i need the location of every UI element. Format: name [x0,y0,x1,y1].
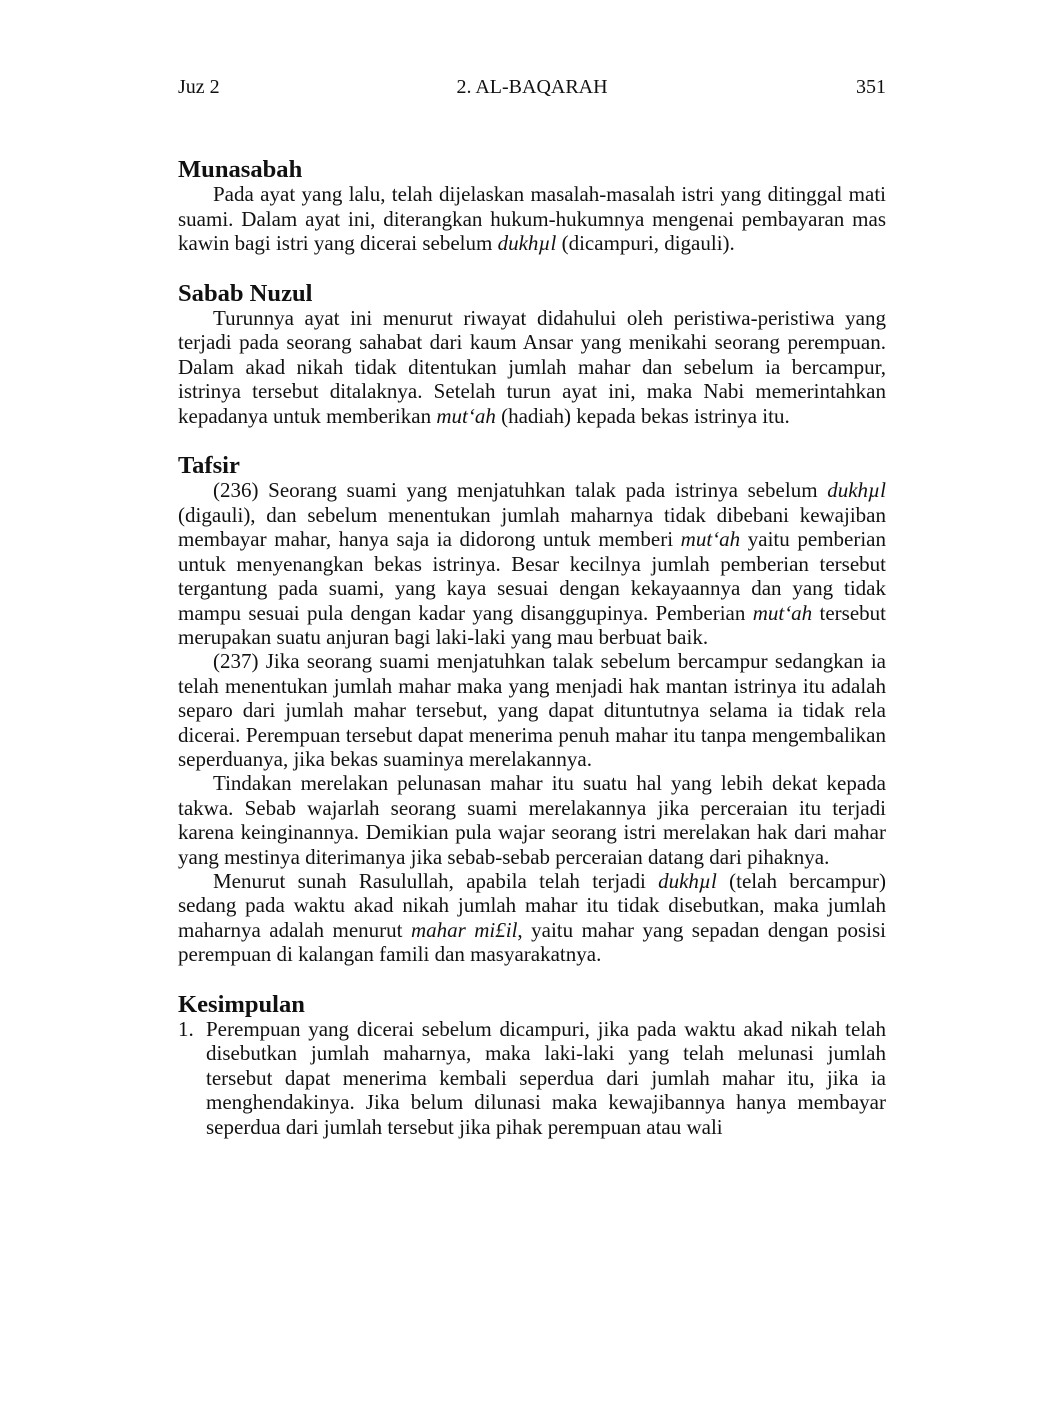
paragraph [178,306,886,428]
paragraph [178,182,886,255]
page-number: 351 [856,76,886,98]
list-number: 1. [178,1017,194,1041]
text-run: (hadiah) kepada bekas istrinya itu. [495,403,790,428]
paragraph [178,869,886,967]
section-tafsir [178,454,886,967]
list-item [178,1017,886,1139]
text-run: (236) Seorang suami yang menjatuhkan talak pada istrinya sebelum [213,478,828,503]
running-header [178,74,886,100]
italic-term: dukhµl [827,478,886,503]
italic-term: mut‘ah [752,600,813,625]
paragraph [178,478,886,649]
italic-term: dukhµl [497,231,557,256]
text-run: Menurut sunah Rasulullah, apabila telah terjadi [213,868,659,893]
paragraph: (237) Jika seorang suami menjatuhkan talak sebelum bercampur sedangkan ia telah menentukan jumlah mahar maka yang menjadi hak mantan istrinya itu adalah separo dari jumlah mahar tersebut, yang dapat dituntutnya selama ia tidak rela dicerai. Perempuan tersebut dapat menerima penuh mahar itu tanpa mengembalikan seperduanya, jika bekas suaminya merelakannya. [178,649,886,771]
text-run: tersebut merupakan suatu anjuran bagi laki-laki yang mau berbuat baik. [178,600,886,649]
section-heading: Kesimpulan [178,990,305,1018]
conclusion-list [178,1017,886,1139]
text-run: yaitu pemberian untuk menyenangkan bekas istrinya. Besar kecilnya jumlah pemberian tersebut tergantung pada suami, yang kaya sesuai dengan kekayaannya dan yang tidak mampu sesuai pula dengan kadar yang disanggupinya. Pemberian [178,527,886,625]
page-body [178,158,886,1165]
section-heading: Sabab Nuzul [178,279,313,307]
italic-term: mut‘ah [436,403,496,428]
italic-term: mut‘ah [680,527,741,552]
text-run: (telah bercampur) sedang pada waktu akad nikah jumlah mahar itu tidak disebutkan, maka jumlah maharnya adalah menurut [178,868,886,942]
section-heading: Munasabah [178,156,303,183]
list-text: Perempuan yang dicerai sebelum dicampuri, jika pada waktu akad nikah telah disebutkan jumlah maharnya, maka laki-laki yang telah melunasi jumlah tersebut dapat menerima kembali seperdua dari jumlah mahar itu, jika ia menghendakinya. Jika belum dilunasi maka kewajibannya hanya membayar seperdua dari jumlah tersebut jika pihak perempuan atau wali [206,1017,886,1139]
text-run: (digauli), dan sebelum menentukan jumlah maharnya tidak dibebani kewajiban membayar mahar, hanya saja ia didorong untuk memberi [178,502,886,552]
italic-term: dukhµl [658,868,717,893]
paragraph: Tindakan merelakan pelunasan mahar itu suatu hal yang lebih dekat kepada takwa. Sebab wajarlah seorang suami merelakannya jika perceraian itu terjadi karena keinginannya. Demikian pula wajar seorang istri merelakan hak dari mahar yang mestinya diterimanya jika sebab-sebab perceraian datang dari pihaknya. [178,771,886,869]
text-run: Pada ayat yang lalu, telah dijelaskan masalah-masalah istri yang ditinggal mati suami. Dalam ayat ini, diterangkan hukum-hukumnya mengenai pembayaran mas kawin bagi istri yang dicerai sebelum [178,182,886,256]
text-run: (dicampuri, digauli). [556,231,735,256]
text-run: Turunnya ayat ini menurut riwayat didahului oleh peristiwa-peristiwa yang terjadi pada seorang sahabat dari kaum Ansar yang menikahi seorang perempuan. Dalam akad nikah tidak ditentukan jumlah mahar dan sebelum ia bercampur, istrinya tersebut ditalaknya. Setelah turun ayat ini, maka Nabi memerintahkan kepadanya untuk memberikan [178,306,886,428]
section-kesimpulan [178,990,886,1139]
section-sabab-nuzul [178,279,886,428]
juz-label: Juz 2 [178,76,220,98]
italic-term: mahar mi£il [410,917,518,942]
surah-title: 2. AL-BAQARAH [456,76,608,98]
text-run: , yaitu mahar yang sepadan dengan posisi perempuan di kalangan famili dan masyarakatnya. [178,917,886,967]
section-munasabah [178,158,886,256]
section-heading: Tafsir [178,452,240,480]
